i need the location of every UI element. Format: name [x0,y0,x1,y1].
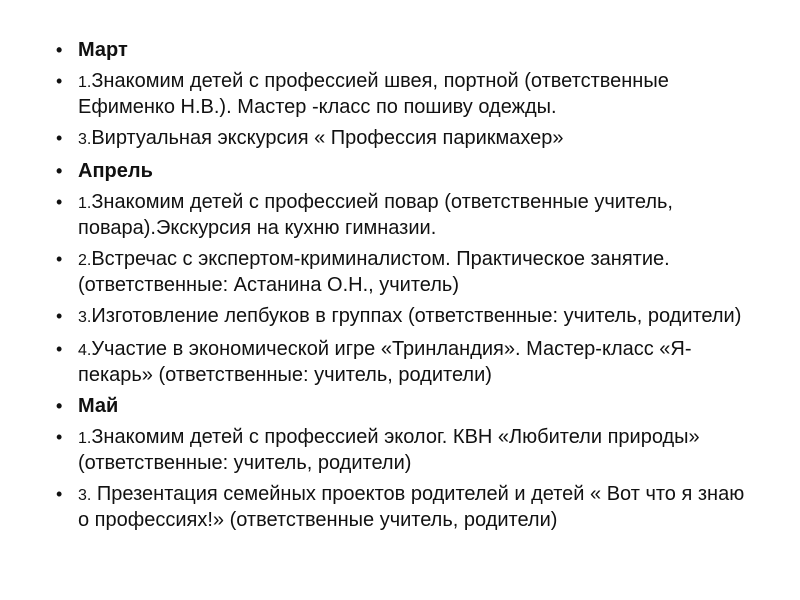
item-number: 1. [78,74,92,91]
item-number: 3. [78,131,92,148]
bullet-icon: • [56,249,63,269]
item-number: 1. [78,430,92,447]
item-number: 2. [78,252,92,269]
bullet-icon: • [56,192,63,212]
item-text: Изготовление лепбуков в группах (ответственные: учитель, родители) [91,305,742,327]
month-heading-march [56,38,746,62]
heading-text: Март [78,39,128,61]
item-text: Участие в экономической игре «Тринландия». Мастер-класс «Я-пекарь» (ответственные: учитель, родители) [78,338,692,386]
month-heading-may [56,394,746,418]
bullet-icon: • [56,339,63,359]
bullet-icon: • [56,427,63,447]
list-item [56,337,746,387]
item-text: Встречас с экспертом-криминалистом. Практическое занятие.(ответственные: Астанина О.Н., учитель) [78,248,670,296]
bullet-icon: • [56,71,63,91]
list-item [56,190,746,240]
bullet-icon: • [56,484,63,504]
item-text: Презентация семейных проектов родителей и детей « Вот что я знаю о профессиях!» (ответственные учитель, родители) [78,483,745,531]
bullet-icon: • [56,40,63,60]
bullet-icon: • [56,161,63,181]
item-text: Знакомим детей с профессией швея, портной (ответственные Ефименко Н.В.). Мастер -класс по пошиву одежды. [78,70,669,118]
month-heading-april [56,159,746,183]
bullet-icon: • [56,306,63,326]
item-number: 3. [78,309,92,326]
item-text: Знакомим детей с профессией повар (ответственные учитель, повара).Экскурсия на кухню гимназии. [78,191,673,239]
list-item [56,425,746,475]
list-item [56,126,746,152]
list-item [56,247,746,297]
list-item [56,304,746,330]
item-text: Знакомим детей с профессией эколог. КВН «Любители природы» (ответственные: учитель, родители) [78,426,700,474]
list-item [56,69,746,119]
heading-text: Май [78,395,119,417]
heading-text: Апрель [78,160,153,182]
item-number: 3. [78,487,92,504]
bullet-icon: • [56,128,63,148]
bullet-list [56,38,746,539]
list-item [56,482,746,532]
item-text: Виртуальная экскурсия « Профессия парикмахер» [91,127,564,149]
item-number: 1. [78,195,92,212]
item-number: 4. [78,342,92,359]
bullet-icon: • [56,396,63,416]
